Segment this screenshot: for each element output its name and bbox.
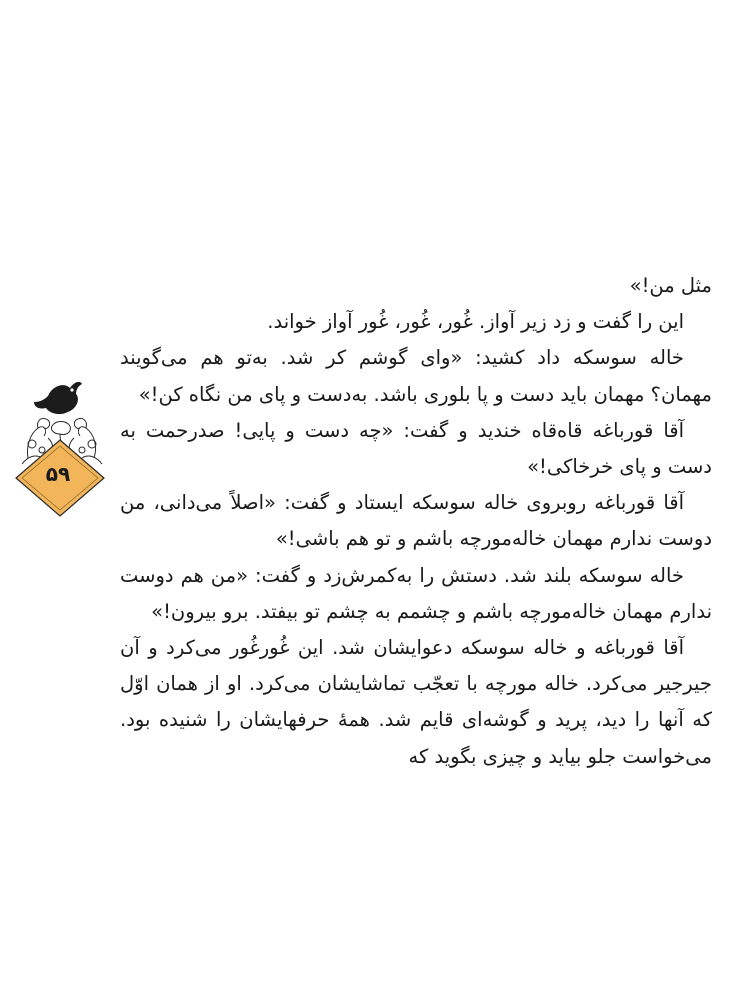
paragraph: مثل من!» bbox=[629, 274, 712, 297]
paragraph: این را گفت و زد زیر آواز. غُور، غُور، غُور آواز خواند. bbox=[267, 310, 684, 334]
paragraph: خاله سوسکه بلند شد. دستش را به‌کمرش‌زد و گفت: «من هم دوست ندارم مهمان خاله‌مورچه باشم و چشمم به چشم تو بیفتد. برو بیرون!» bbox=[120, 563, 712, 623]
paragraph: خاله سوسکه داد کشید: «وای گوشم کر شد. به‌تو هم می‌گویند مهمان؟ مهمان باید دست و پا بلوری باشد. به‌دست و پای من نگاه کن!» bbox=[120, 346, 712, 406]
story-text bbox=[120, 268, 712, 775]
paragraph: آقا قورباغه و خاله سوسکه دعوایشان شد. این غُورغُور می‌کرد و آن جیرجیر می‌کرد. خاله مورچه با تعجّب تماشایشان می‌کرد. او از همان اوّل که آنها را دید، پرید و گوشه‌ای قایم شد. همهٔ حرفهایشان را شنیده بود. می‌خواست جلو بیاید و چیزی بگوید که bbox=[120, 636, 712, 768]
paragraph: آقا قورباغه روبروی خاله سوسکه ایستاد و گفت: «اصلاً می‌دانی، من دوست ندارم مهمان خاله‌مورچه باشم و تو هم باشی!» bbox=[120, 491, 712, 551]
bird-and-flowers-diamond-icon bbox=[8, 368, 113, 518]
page-number: ۵۹ bbox=[45, 462, 71, 486]
paragraph: آقا قورباغه قاه‌قاه خندید و گفت: «چه دست و پایی! صدرحمت به دست و پای خرخاکی!» bbox=[120, 418, 712, 479]
bird-icon bbox=[34, 382, 82, 414]
